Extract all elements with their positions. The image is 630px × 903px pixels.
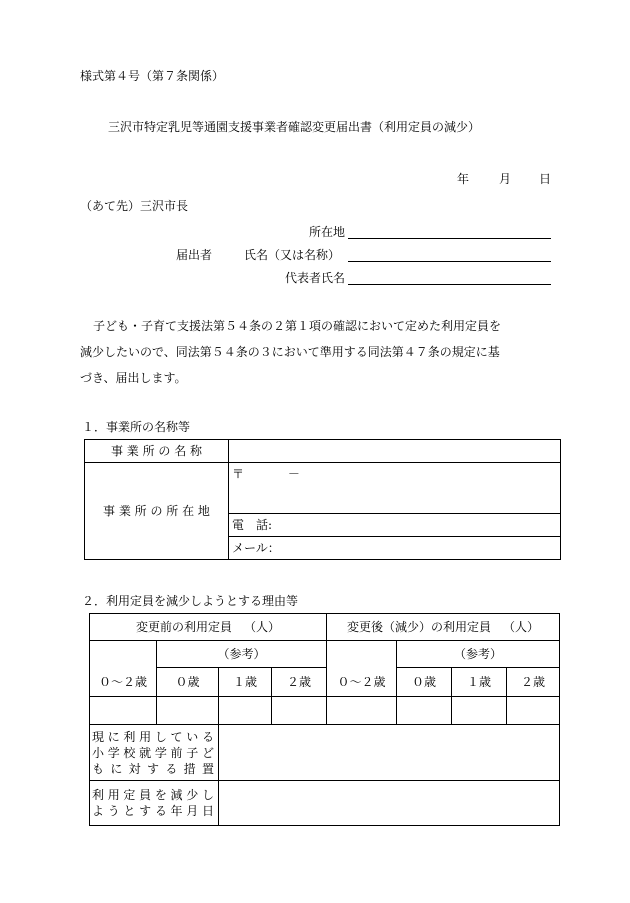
after-reference: （参考） bbox=[397, 641, 560, 668]
before-age-0-2-value[interactable] bbox=[90, 697, 157, 725]
before-age-1-header: １歳 bbox=[219, 668, 272, 697]
after-age-1-header: １歳 bbox=[452, 668, 507, 697]
before-capacity-label: 変更前の利用定員 bbox=[136, 620, 233, 634]
facility-name-label: 事 業 所 の 名 称 bbox=[85, 440, 229, 463]
facility-table bbox=[84, 439, 561, 560]
document-title: 三沢市特定乳児等通園支援事業者確認変更届出書（利用定員の減少） bbox=[108, 120, 481, 134]
section2-heading: ２．利用定員を減少しようとする理由等 bbox=[82, 594, 299, 608]
before-spacer bbox=[90, 641, 157, 668]
body-line-1: 子ども・子育て支援法第５４条の２第１項の確認において定めた利用定員を bbox=[93, 319, 502, 333]
after-capacity-label: 変更後（減少）の利用定員 bbox=[347, 620, 492, 634]
measures-label-line-2: 小学校就学前子ど bbox=[92, 745, 214, 760]
facility-location-label: 事 業 所 の 所 在 地 bbox=[85, 463, 229, 560]
measures-label-line-3: もに対する措置 bbox=[92, 761, 214, 776]
before-age-2-value[interactable] bbox=[272, 697, 327, 725]
reduction-date-label-line-1: 利用定員を減少し bbox=[92, 788, 214, 802]
date-day: 日 bbox=[539, 172, 552, 186]
name-label: 氏名（又は名称） bbox=[244, 248, 341, 262]
before-age-0-value[interactable] bbox=[157, 697, 219, 725]
representative-label: 代表者氏名 bbox=[285, 271, 346, 285]
addressee: （あて先）三沢市長 bbox=[80, 199, 189, 213]
measures-label bbox=[90, 725, 219, 781]
phone-label: 電 話: bbox=[232, 518, 273, 532]
phone-field[interactable] bbox=[229, 514, 561, 537]
date-month: 月 bbox=[499, 172, 512, 186]
email-label: メール： bbox=[232, 541, 280, 555]
capacity-table bbox=[89, 613, 560, 826]
after-age-0-2-header: ０～２歳 bbox=[327, 668, 397, 697]
reduction-date-field[interactable] bbox=[219, 781, 560, 826]
measures-label-line-1: 現に利用している bbox=[92, 729, 214, 744]
after-age-0-header: ０歳 bbox=[397, 668, 452, 697]
reduction-date-label-line-2: ようとする年月日 bbox=[92, 804, 214, 818]
body-line-3: づき、届出します。 bbox=[80, 371, 187, 385]
before-unit: （人） bbox=[244, 620, 281, 634]
after-spacer bbox=[327, 641, 397, 668]
before-capacity-header bbox=[90, 614, 327, 641]
date-year: 年 bbox=[457, 172, 470, 186]
representative-line[interactable] bbox=[348, 284, 551, 285]
form-number: 様式第４号（第７条関係） bbox=[80, 69, 225, 83]
before-age-0-2-header: ０～２歳 bbox=[90, 668, 157, 697]
section1-heading: １．事業所の名称等 bbox=[82, 420, 191, 434]
after-age-1-value[interactable] bbox=[452, 697, 507, 725]
before-age-1-value[interactable] bbox=[219, 697, 272, 725]
before-age-0-header: ０歳 bbox=[157, 668, 219, 697]
after-age-2-header: ２歳 bbox=[507, 668, 560, 697]
postal-dash: － bbox=[287, 467, 300, 481]
after-age-2-value[interactable] bbox=[507, 697, 560, 725]
postal-mark: 〒 bbox=[232, 467, 245, 481]
facility-address-field[interactable] bbox=[229, 463, 561, 514]
measures-field[interactable] bbox=[219, 725, 560, 781]
body-line-2: 減少したいので、同法第５４条の３において準用する同法第４７条の規定に基 bbox=[80, 345, 500, 359]
name-line[interactable] bbox=[348, 261, 551, 262]
address-label: 所在地 bbox=[309, 225, 346, 239]
after-age-0-2-value[interactable] bbox=[327, 697, 397, 725]
after-age-0-value[interactable] bbox=[397, 697, 452, 725]
email-field[interactable] bbox=[229, 537, 561, 560]
address-line[interactable] bbox=[348, 238, 551, 239]
after-unit: （人） bbox=[503, 620, 540, 634]
applicant-label: 届出者 bbox=[176, 248, 213, 262]
after-capacity-header bbox=[327, 614, 560, 641]
reduction-date-label bbox=[90, 781, 219, 826]
facility-name-field[interactable] bbox=[229, 440, 561, 463]
before-age-2-header: ２歳 bbox=[272, 668, 327, 697]
before-reference: （参考） bbox=[157, 641, 327, 668]
